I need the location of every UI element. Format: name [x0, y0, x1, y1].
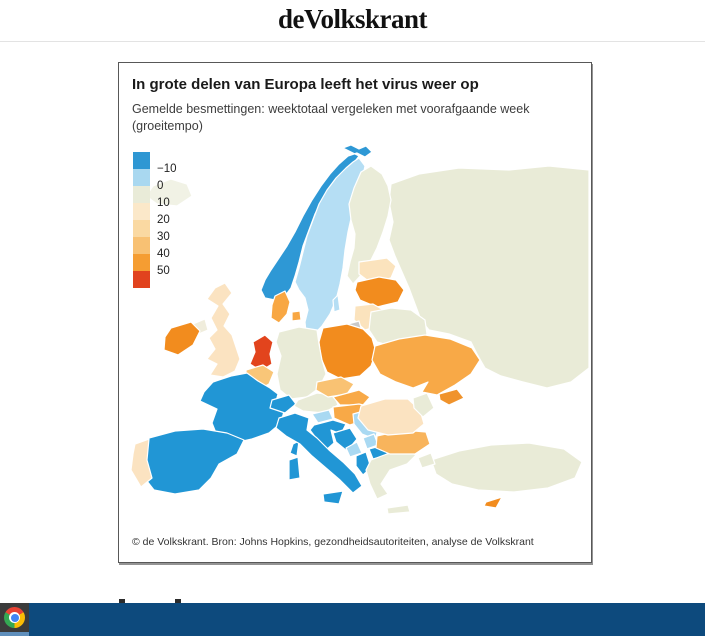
map-legend [133, 152, 197, 302]
country-spain [141, 429, 244, 494]
legend-swatch [133, 169, 150, 186]
country-uk [207, 283, 240, 377]
taskbar [0, 603, 705, 636]
legend-label: 20 [157, 214, 170, 226]
country-ireland [164, 322, 200, 355]
country-turkey [431, 443, 582, 492]
legend-swatch [133, 271, 150, 288]
masthead-title: deVolkskrant [277, 4, 428, 34]
legend-label: −10 [157, 163, 177, 175]
country-latvia [355, 277, 404, 307]
legend-swatch [133, 203, 150, 220]
legend-label: 30 [157, 231, 170, 243]
country-poland [319, 324, 376, 379]
taskbar-chrome-button[interactable] [0, 603, 29, 632]
island-sicily [323, 491, 343, 504]
legend-label: 0 [157, 180, 164, 192]
island-sardinia [289, 457, 300, 480]
chrome-icon [4, 607, 25, 628]
legend-label: 50 [157, 265, 170, 277]
taskbar-active-indicator [0, 632, 29, 636]
chart-card [118, 62, 592, 563]
legend-swatch [133, 152, 150, 169]
legend-swatch [133, 237, 150, 254]
country-cyprus [484, 497, 502, 508]
legend-label: 10 [157, 197, 170, 209]
legend-label: 40 [157, 248, 170, 260]
island-crete [387, 505, 410, 514]
chart-subtitle: Gemelde besmettingen: weektotaal vergeleken met voorafgaande week (groeitempo) [132, 102, 530, 133]
legend-swatch [133, 254, 150, 271]
masthead [0, 0, 705, 42]
chart-attribution: © de Volkskrant. Bron: Johns Hopkins, gezondheidsautoriteiten, analyse de Volkskrant [132, 536, 534, 548]
legend-swatch [133, 220, 150, 237]
island-denmark [292, 311, 301, 321]
country-ukraine [372, 335, 480, 395]
chart-title: In grote delen van Europa leeft het virus weer op [132, 76, 479, 93]
legend-swatch [133, 186, 150, 203]
